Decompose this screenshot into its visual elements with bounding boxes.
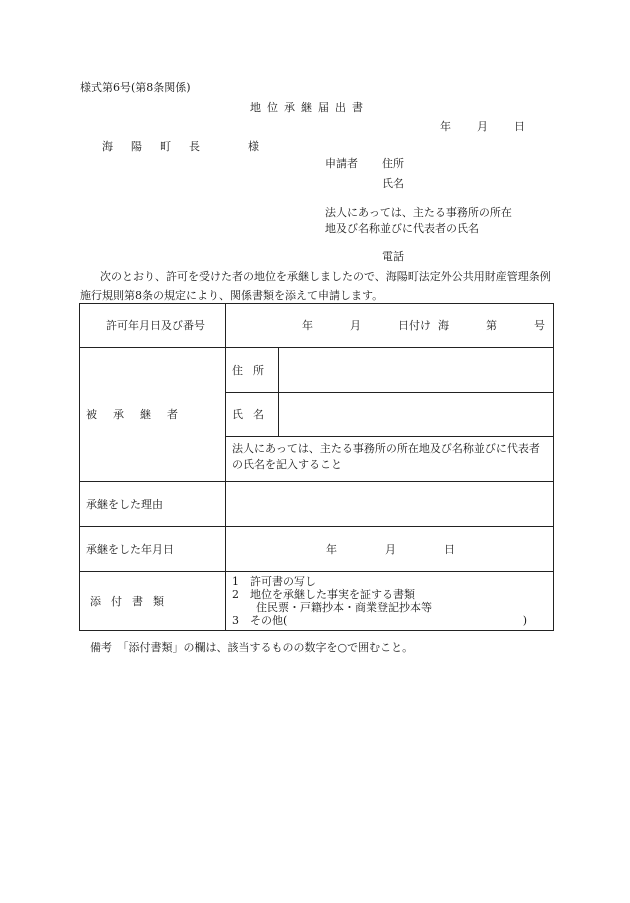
applicant-phone-label: 電話 <box>382 250 404 263</box>
permit-go: 号 <box>534 319 545 332</box>
succession-date-field[interactable] <box>226 527 554 572</box>
attachment-other-label: 3 その他( <box>232 614 288 627</box>
successor-address-field[interactable] <box>279 348 554 393</box>
corporate-note-line2: 地及び名称並びに代表者の氏名 <box>325 222 479 235</box>
succession-date-label: 承継をした年月日 <box>80 527 226 572</box>
permit-prefix: 海 <box>438 319 449 332</box>
applicant-label: 申請者 <box>325 157 358 170</box>
date-year-label: 年 <box>440 120 451 133</box>
body-paragraph: 次のとおり、許可を受けた者の地位を承継しましたので、海陽町法定外公共用財産管理条例施行規則第8条の規定により、関係書類を添えて申請します。 <box>80 270 551 302</box>
succession-day: 日 <box>444 542 455 556</box>
reason-field[interactable] <box>226 482 554 527</box>
date-month-label: 月 <box>477 120 488 133</box>
notification-form-table <box>79 303 554 631</box>
applicant-name-label: 氏名 <box>382 177 404 190</box>
attachment-item-2: 2 地位を承継した事実を証する書類 <box>232 588 415 601</box>
attachments-label: 添付書類 <box>80 572 226 631</box>
addressee-honorific: 様 <box>248 140 259 153</box>
corporate-note-line1: 法人にあっては、主たる事務所の所在 <box>325 206 512 219</box>
reason-label: 承継をした理由 <box>80 482 226 527</box>
attachments-row <box>80 572 554 631</box>
attachment-item-3[interactable] <box>232 614 547 627</box>
addressee <box>102 140 259 153</box>
permit-month: 月 <box>350 319 361 332</box>
document-title: 地位承継届出書 <box>250 101 369 114</box>
attachment-other-close: ) <box>522 614 527 627</box>
succession-year: 年 <box>326 542 337 556</box>
succession-date-row <box>80 527 554 572</box>
permit-day-suffix: 日付け <box>398 319 431 332</box>
successor-address-label: 住所 <box>226 348 279 393</box>
attachments-list <box>226 572 554 631</box>
successor-address-row <box>80 348 554 393</box>
permit-value-cell[interactable] <box>226 304 554 348</box>
successor-label: 被承継者 <box>80 348 226 482</box>
remarks-note: 備考 「添付書類」の欄は、該当するものの数字を○で囲むこと。 <box>90 641 414 654</box>
applicant-address-label: 住所 <box>382 157 404 170</box>
successor-name-label: 氏名 <box>226 393 279 437</box>
submission-date <box>440 120 525 133</box>
successor-note: 法人にあっては、主たる事務所の所在地及び名称並びに代表者の氏名を記入すること <box>226 437 554 482</box>
reason-row <box>80 482 554 527</box>
applicant-corporate-note <box>325 205 555 237</box>
successor-name-field[interactable] <box>279 393 554 437</box>
permit-row <box>80 304 554 348</box>
permit-year: 年 <box>302 319 313 332</box>
succession-month: 月 <box>385 542 396 556</box>
permit-label: 許可年月日及び番号 <box>80 304 226 348</box>
attachment-item-2-detail: 住民票・戸籍抄本・商業登記抄本等 <box>256 601 432 614</box>
attachment-item-1: 1 許可書の写し <box>232 575 316 588</box>
addressee-name: 海陽町長 <box>102 140 218 153</box>
date-day-label: 日 <box>514 120 525 133</box>
form-number: 様式第6号(第8条関係) <box>80 81 191 94</box>
permit-dai: 第 <box>486 319 497 332</box>
